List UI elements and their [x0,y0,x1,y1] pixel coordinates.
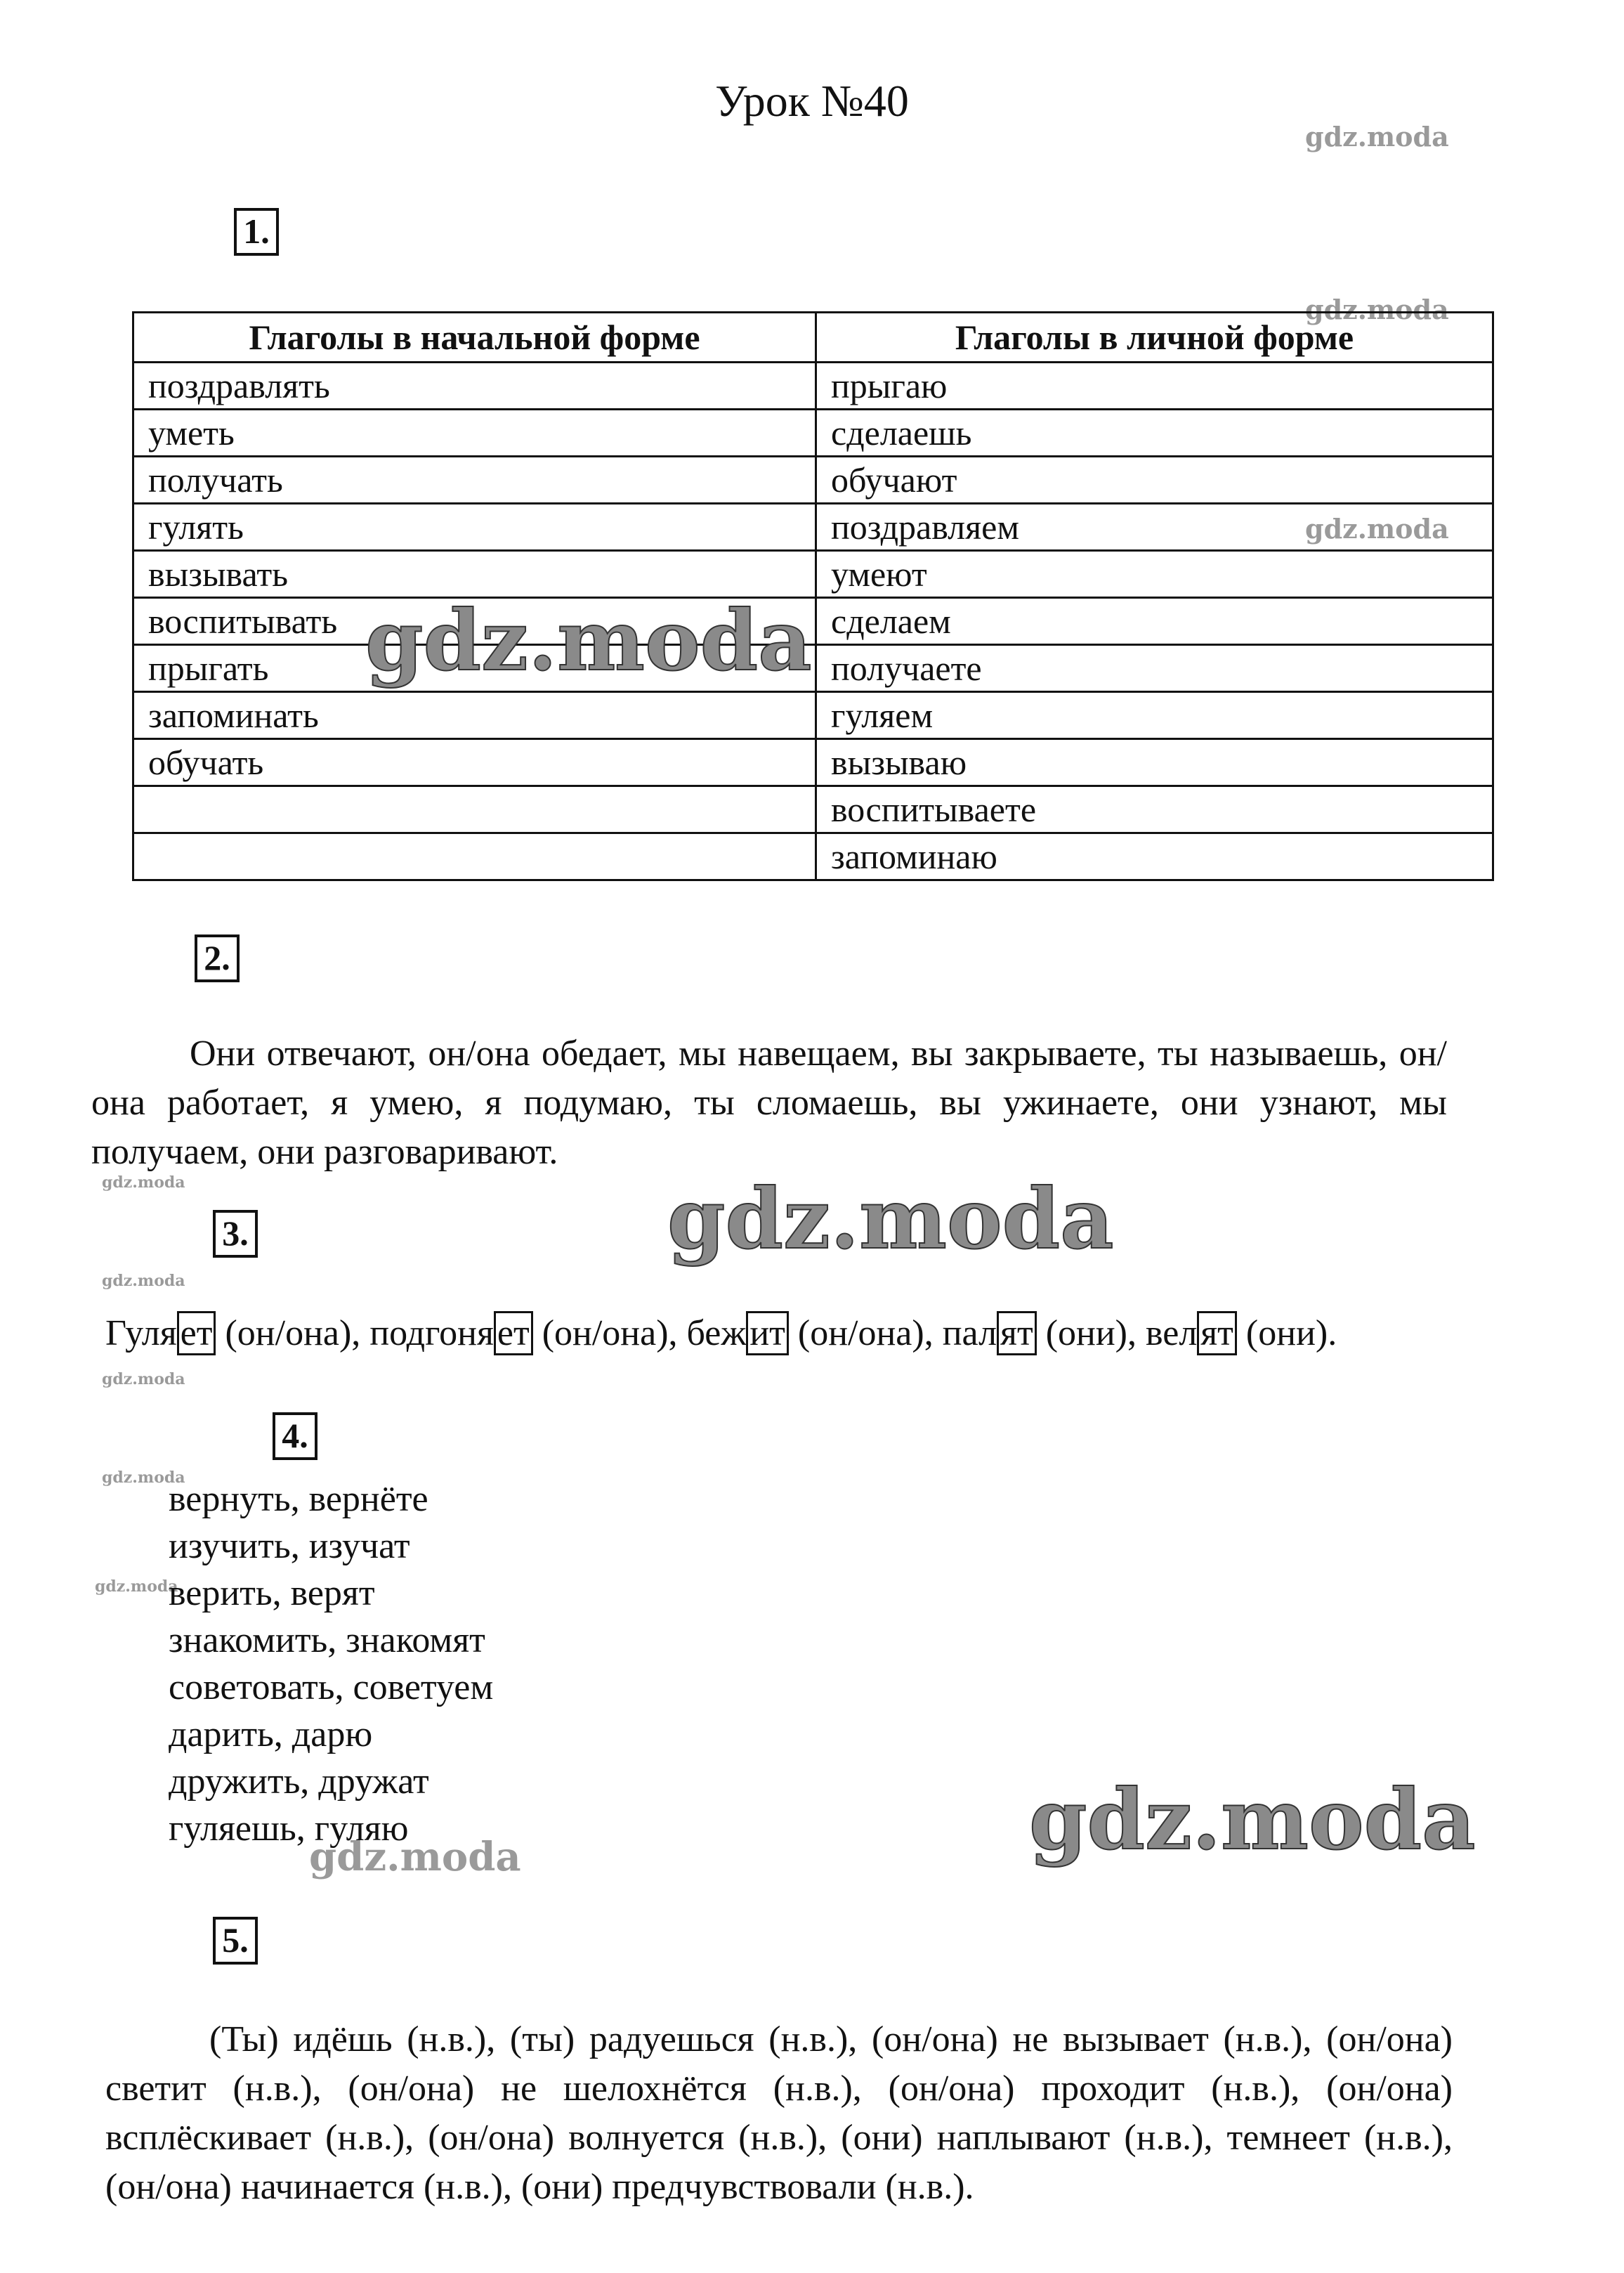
verb-stem: вел [1145,1313,1198,1353]
task-number: 4. [273,1412,317,1460]
table-row [133,457,1493,504]
verb-person: (они), [1036,1313,1146,1353]
table-cell: запоминаю [816,833,1493,880]
ending-box: ят [1197,1311,1237,1355]
verb-person: (он/она), [216,1313,370,1353]
task4-answer [169,1476,493,1852]
verb-person: (он/она), [532,1313,687,1353]
verb-stem: подгоня [369,1313,494,1353]
verb-person: (они). [1236,1313,1337,1353]
verb-person: (он/она), [788,1313,943,1353]
ending-box: ят [997,1311,1037,1355]
task-number: 3. [213,1210,258,1258]
table-cell: запоминать [133,692,816,739]
table-row [133,410,1493,457]
table-row [133,598,1493,645]
table-cell: обучают [816,457,1493,504]
verb-pair: изучить, изучат [169,1526,410,1566]
verb-pair: вернуть, вернёте [169,1479,428,1519]
task2-text: Они отвечают, он/она обедает, мы навещаем, вы закрываете, ты называешь, он/она работает, я умею, я подумаю, ты сломаешь, вы ужинаете, они узнают, мы получаем, они разговаривают. [91,1034,1447,1172]
ending-box: ет [177,1311,216,1355]
table-header-row [133,313,1493,363]
table-row [133,833,1493,880]
watermark: gdz.moda [95,1577,178,1596]
table-cell [133,833,816,880]
table-cell: поздравляем [816,504,1493,551]
table-cell: поздравлять [133,363,816,410]
table-row [133,504,1493,551]
table-cell: воспитывать [133,598,816,645]
table-cell: прыгать [133,645,816,692]
watermark: gdz.moda [1305,121,1449,152]
ending-box: ит [746,1311,789,1355]
table-cell: получаете [816,645,1493,692]
verb-stem: пал [942,1313,997,1353]
watermark: gdz.moda [667,1170,1114,1268]
watermark: gdz.moda [365,592,812,689]
table-row [133,645,1493,692]
task-number: 1. [234,208,279,256]
verb-pair: знакомить, знакомят [169,1620,485,1660]
table-cell: уметь [133,410,816,457]
watermark: gdz.moda [1029,1771,1476,1868]
table-cell: воспитываете [816,786,1493,833]
task-number: 2. [195,934,240,982]
task2-answer [91,1029,1447,1177]
column-header: Глаголы в начальной форме [133,313,816,363]
table-row [133,692,1493,739]
table-cell: вызываю [816,739,1493,786]
table-row [133,551,1493,598]
watermark: gdz.moda [102,1370,185,1388]
table-cell: сделаешь [816,410,1493,457]
ending-box: ет [494,1311,533,1355]
table-cell: гулять [133,504,816,551]
table-cell: вызывать [133,551,816,598]
watermark: gdz.moda [102,1173,185,1192]
watermark: gdz.moda [102,1468,185,1487]
table-cell: обучать [133,739,816,786]
task5-answer [105,2015,1453,2212]
table-cell: прыгаю [816,363,1493,410]
task-number: 5. [213,1917,258,1965]
watermark: gdz.moda [1305,513,1449,545]
task3-answer [105,1315,1337,1352]
verb-stem: Гуля [105,1313,177,1353]
watermark: gdz.moda [102,1272,185,1290]
table-row [133,739,1493,786]
table-cell: гуляем [816,692,1493,739]
table-cell: получать [133,457,816,504]
verb-table [132,311,1494,881]
verb-pair: дарить, дарю [169,1714,373,1754]
table-cell: сделаем [816,598,1493,645]
table-cell: умеют [816,551,1493,598]
watermark: gdz.moda [309,1834,521,1880]
verb-pair: гуляешь, гуляю [169,1809,409,1849]
task5-text: (Ты) идёшь (н.в.), (ты) радуешься (н.в.), (он/она) не вызывает (н.в.), (он/она) светит (н.в.), (он/она) не шелохнётся (н.в.), (он/она) проходит (н.в.), (он/она) всплёскивает (н.в.), (он/она) волнуется (н.в.), (они) наплывают (н.в.), темнеет (н.в.), (он/она) начинается (н.в.), (они) предчувствовали (н.в.). [105,2019,1453,2207]
verb-stem: беж [686,1313,747,1353]
page-title: Урок №40 [715,76,909,126]
verb-pair: дружить, дружат [169,1761,429,1802]
column-header: Глаголы в личной форме [816,313,1493,363]
table-row [133,363,1493,410]
watermark: gdz.moda [1305,294,1449,325]
verb-pair: верить, верят [169,1573,375,1613]
table-cell [133,786,816,833]
table-row [133,786,1493,833]
verb-pair: советовать, советуем [169,1667,494,1707]
